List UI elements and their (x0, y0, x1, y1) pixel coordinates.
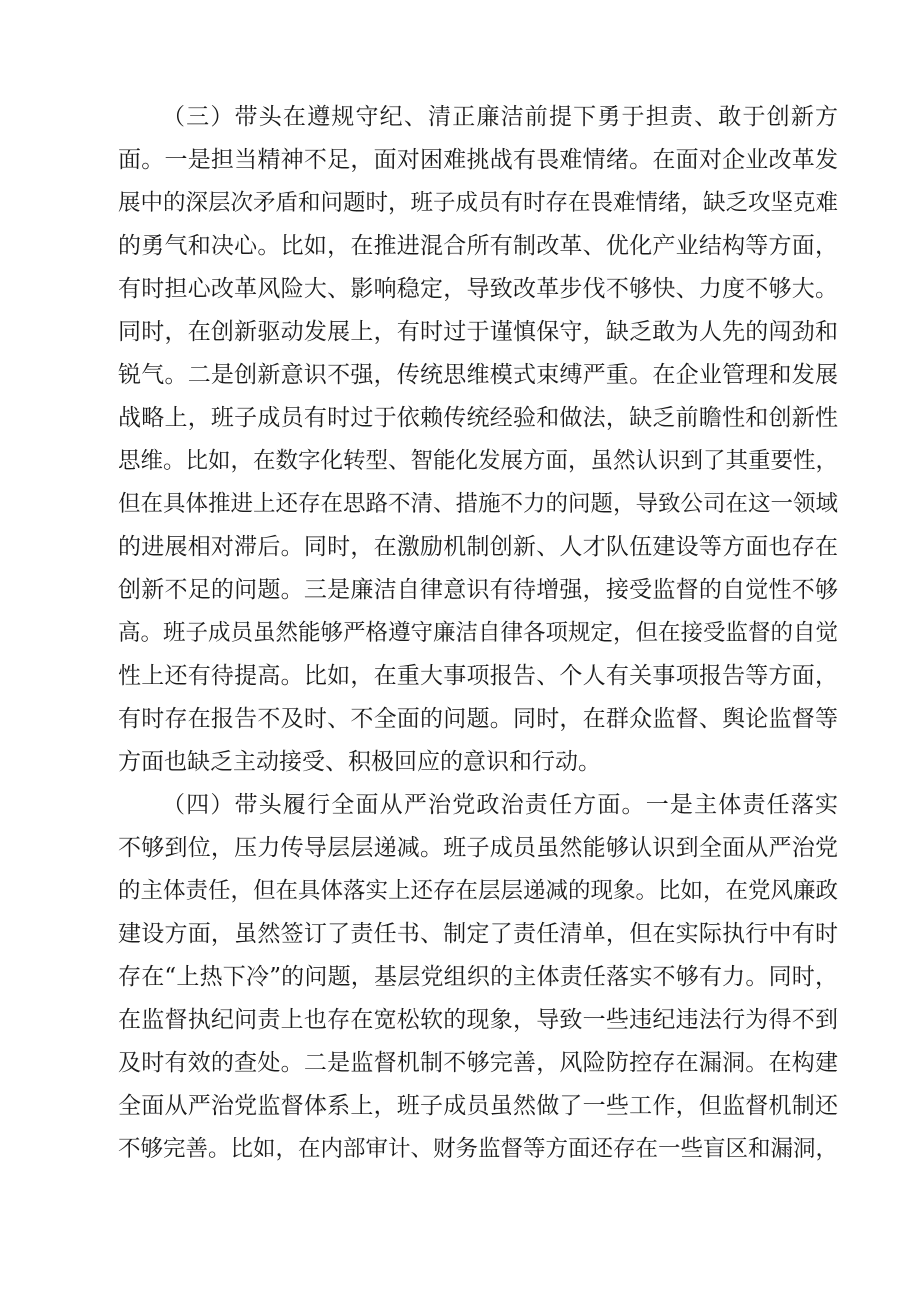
paragraph-3-line-3: 展中的深层次矛盾和问题时，班子成员有时存在畏难情绪，缺乏攻坚克难 (118, 190, 839, 216)
paragraph-3-line-1: （三）带头在遵规守纪、清正廉洁前提下勇于担责、敢于创新方 (162, 104, 838, 130)
paragraph-3-line-2: 面。一是担当精神不足，面对困难挑战有畏难情绪。在面对企业改革发 (118, 147, 838, 173)
paragraph-3-line-4: 的勇气和决心。比如，在推进混合所有制改革、优化产业结构等方面， (118, 233, 838, 259)
paragraph-3-line-8: 战略上，班子成员有时过于依赖传统经验和做法，缺乏前瞻性和创新性 (118, 405, 838, 431)
paragraph-4-line-1: （四）带头履行全面从严治党政治责任方面。一是主体责任落实 (162, 792, 838, 818)
paragraph-3-line-16: 方面也缺乏主动接受、积极回应的意识和行动。 (118, 749, 601, 775)
paragraph-3-line-12: 创新不足的问题。三是廉洁自律意识有待增强，接受监督的自觉性不够 (118, 577, 838, 603)
paragraph-4-line-4: 建设方面，虽然签订了责任书、制定了责任清单，但在实际执行中有时 (118, 921, 838, 947)
paragraph-4-line-8: 全面从严治党监督体系上，班子成员虽然做了一些工作，但监督机制还 (118, 1093, 838, 1119)
paragraph-4-line-6: 在监督执纪问责上也存在宽松软的现象，导致一些违纪违法行为得不到 (118, 1007, 838, 1033)
paragraph-3-line-13: 高。班子成员虽然能够严格遵守廉洁自律各项规定，但在接受监督的自觉 (118, 620, 839, 646)
paragraph-3-line-15: 有时存在报告不及时、不全面的问题。同时，在群众监督、舆论监督等 (118, 706, 838, 732)
paragraph-4-line-2: 不够到位，压力传导层层递减。班子成员虽然能够认识到全面从严治党 (118, 835, 838, 861)
paragraph-4-line-7: 及时有效的查处。二是监督机制不够完善，风险防控存在漏洞。在构建 (118, 1050, 838, 1076)
paragraph-3-line-10: 但在具体推进上还存在思路不清、措施不力的问题，导致公司在这一领域 (118, 491, 839, 517)
paragraph-3-line-6: 同时，在创新驱动发展上，有时过于谨慎保守，缺乏敢为人先的闯劲和 (118, 319, 838, 345)
paragraph-4-line-5: 存在“上热下冷”的问题，基层党组织的主体责任落实不够有力。同时， (118, 964, 838, 990)
paragraph-4-line-9: 不够完善。比如，在内部审计、财务监督等方面还存在一些盲区和漏洞， (118, 1136, 839, 1162)
paragraph-3-line-11: 的进展相对滞后。同时，在激励机制创新、人才队伍建设等方面也存在 (118, 534, 838, 560)
paragraph-3-line-7: 锐气。二是创新意识不强，传统思维模式束缚严重。在企业管理和发展 (118, 362, 838, 388)
paragraph-4-line-3: 的主体责任，但在具体落实上还存在层层递减的现象。比如，在党风廉政 (118, 878, 839, 904)
paragraph-3-line-5: 有时担心改革风险大、影响稳定，导致改革步伐不够快、力度不够大。 (118, 276, 838, 302)
paragraph-3-line-9: 思维。比如，在数字化转型、智能化发展方面，虽然认识到了其重要性， (118, 448, 839, 474)
paragraph-3-line-14: 性上还有待提高。比如，在重大事项报告、个人有关事项报告等方面， (118, 663, 838, 689)
